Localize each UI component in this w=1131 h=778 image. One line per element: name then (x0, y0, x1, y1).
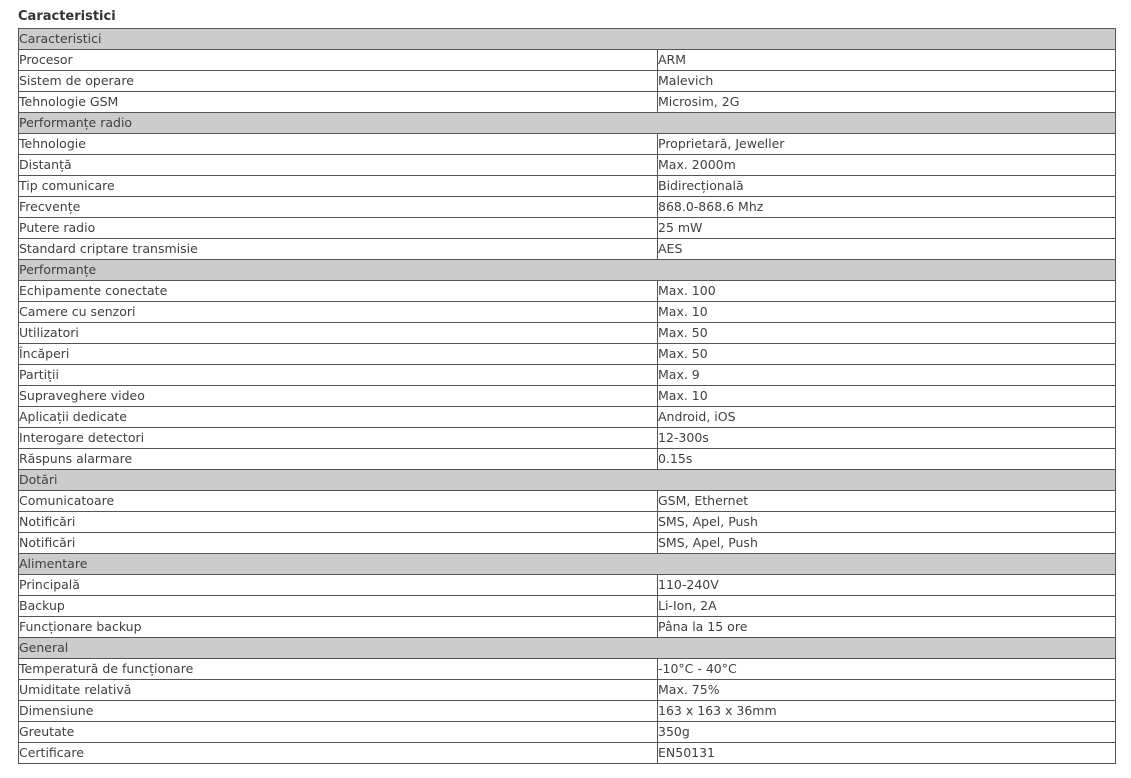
section-header-row (19, 29, 1116, 50)
table-row (19, 575, 1116, 596)
table-row (19, 407, 1116, 428)
table-row (19, 302, 1116, 323)
section-header: General (19, 638, 1116, 659)
spec-label: Răspuns alarmare (19, 449, 658, 470)
table-row (19, 92, 1116, 113)
spec-value: AES (658, 239, 1116, 260)
spec-label: Funcționare backup (19, 617, 658, 638)
section-header-row (19, 554, 1116, 575)
spec-value: Pâna la 15 ore (658, 617, 1116, 638)
spec-table (18, 28, 1116, 764)
spec-label: Partiții (19, 365, 658, 386)
spec-label: Interogare detectori (19, 428, 658, 449)
spec-value: Max. 50 (658, 344, 1116, 365)
spec-label: Comunicatoare (19, 491, 658, 512)
table-row (19, 344, 1116, 365)
spec-value: Proprietară, Jeweller (658, 134, 1116, 155)
spec-label: Tip comunicare (19, 176, 658, 197)
spec-value: ARM (658, 50, 1116, 71)
section-header-row (19, 113, 1116, 134)
table-row (19, 176, 1116, 197)
table-row (19, 680, 1116, 701)
spec-value: Max. 50 (658, 323, 1116, 344)
table-row (19, 659, 1116, 680)
spec-value: GSM, Ethernet (658, 491, 1116, 512)
spec-value: Bidirecțională (658, 176, 1116, 197)
table-row (19, 218, 1116, 239)
spec-label: Utilizatori (19, 323, 658, 344)
spec-value: 868.0-868.6 Mhz (658, 197, 1116, 218)
section-header: Performanțe radio (19, 113, 1116, 134)
spec-value: 0.15s (658, 449, 1116, 470)
spec-value: -10°C - 40°C (658, 659, 1116, 680)
table-row (19, 239, 1116, 260)
spec-value: 110-240V (658, 575, 1116, 596)
table-row (19, 155, 1116, 176)
spec-value: Max. 9 (658, 365, 1116, 386)
spec-label: Backup (19, 596, 658, 617)
spec-value: 25 mW (658, 218, 1116, 239)
section-header: Caracteristici (19, 29, 1116, 50)
spec-label: Distanță (19, 155, 658, 176)
spec-value: 350g (658, 722, 1116, 743)
spec-value: Max. 75% (658, 680, 1116, 701)
table-row (19, 596, 1116, 617)
table-row (19, 71, 1116, 92)
spec-table-body (19, 29, 1116, 764)
spec-value: Microsim, 2G (658, 92, 1116, 113)
spec-value: SMS, Apel, Push (658, 533, 1116, 554)
spec-label: Greutate (19, 722, 658, 743)
spec-value: Max. 10 (658, 386, 1116, 407)
spec-value: Max. 10 (658, 302, 1116, 323)
section-header-row (19, 470, 1116, 491)
spec-value: SMS, Apel, Push (658, 512, 1116, 533)
spec-label: Notificări (19, 533, 658, 554)
table-row (19, 365, 1116, 386)
spec-label: Umiditate relativă (19, 680, 658, 701)
spec-label: Tehnologie GSM (19, 92, 658, 113)
table-row (19, 491, 1116, 512)
spec-label: Standard criptare transmisie (19, 239, 658, 260)
spec-label: Camere cu senzori (19, 302, 658, 323)
table-row (19, 617, 1116, 638)
spec-label: Dimensiune (19, 701, 658, 722)
spec-value: Android, iOS (658, 407, 1116, 428)
spec-value: Max. 100 (658, 281, 1116, 302)
spec-label: Procesor (19, 50, 658, 71)
page-title: Caracteristici (18, 9, 116, 24)
table-row (19, 197, 1116, 218)
spec-value: Malevich (658, 71, 1116, 92)
spec-value: EN50131 (658, 743, 1116, 764)
section-header-row (19, 260, 1116, 281)
section-header-row (19, 638, 1116, 659)
table-row (19, 281, 1116, 302)
section-header: Performanțe (19, 260, 1116, 281)
spec-label: Supraveghere video (19, 386, 658, 407)
table-row (19, 50, 1116, 71)
spec-label: Echipamente conectate (19, 281, 658, 302)
section-header: Alimentare (19, 554, 1116, 575)
spec-label: Tehnologie (19, 134, 658, 155)
table-row (19, 512, 1116, 533)
spec-value: Li-Ion, 2A (658, 596, 1116, 617)
table-row (19, 533, 1116, 554)
table-row (19, 134, 1116, 155)
spec-label: Principală (19, 575, 658, 596)
spec-value: 12-300s (658, 428, 1116, 449)
section-header: Dotări (19, 470, 1116, 491)
table-row (19, 386, 1116, 407)
table-row (19, 701, 1116, 722)
spec-label: Temperatură de funcționare (19, 659, 658, 680)
table-row (19, 743, 1116, 764)
spec-label: Aplicații dedicate (19, 407, 658, 428)
table-row (19, 323, 1116, 344)
spec-label: Sistem de operare (19, 71, 658, 92)
table-row (19, 428, 1116, 449)
spec-label: Certificare (19, 743, 658, 764)
spec-label: Frecvențe (19, 197, 658, 218)
spec-label: Putere radio (19, 218, 658, 239)
spec-value: Max. 2000m (658, 155, 1116, 176)
spec-sheet (18, 0, 1116, 764)
table-row (19, 722, 1116, 743)
table-row (19, 449, 1116, 470)
spec-label: Încăperi (19, 344, 658, 365)
spec-label: Notificări (19, 512, 658, 533)
spec-value: 163 x 163 x 36mm (658, 701, 1116, 722)
